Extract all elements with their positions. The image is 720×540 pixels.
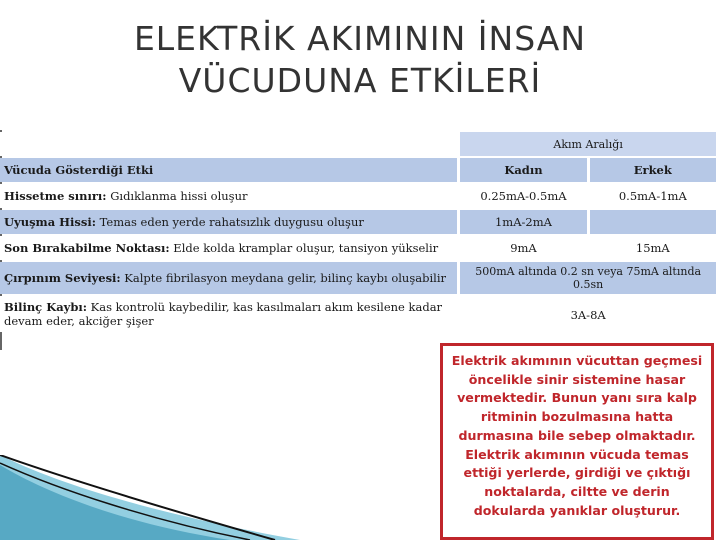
male-value: 15mA (590, 236, 716, 260)
header-blank-cell (0, 132, 457, 156)
effect-cell (0, 262, 457, 294)
female-value: 9mA (460, 236, 586, 260)
slide-title (0, 18, 720, 102)
male-value: 0.5mA-1mA (590, 184, 716, 208)
merged-value: 500mA altında 0.2 sn veya 75mA altında 0.5sn (460, 262, 716, 294)
female-column-header: Kadın (460, 158, 586, 182)
effect-cell (0, 236, 457, 260)
title-line-2: VÜCUDUNA ETKİLERİ (178, 61, 542, 100)
effect-name: Çırpınım Seviyesi: (4, 271, 121, 285)
table-row (0, 296, 716, 332)
title-line-1: ELEKTRİK AKIMININ İNSAN (133, 19, 587, 58)
male-value (590, 210, 716, 234)
effect-name: Uyuşma Hissi: (4, 215, 96, 229)
current-effects-table (0, 130, 720, 334)
effect-description: Elde kolda kramplar oluşur, tansiyon yükselir (169, 241, 439, 255)
effect-cell (0, 296, 457, 332)
effect-name: Son Bırakabilme Noktası: (4, 241, 170, 255)
table-row (0, 236, 716, 260)
decorative-wave-graphic (0, 455, 300, 540)
male-column-header: Erkek (590, 158, 716, 182)
table-row (0, 262, 716, 294)
info-callout-box (440, 343, 714, 540)
effect-cell (0, 210, 457, 234)
effect-cell (0, 184, 457, 208)
female-value: 1mA-2mA (460, 210, 586, 234)
effect-description: Temas eden yerde rahatsızlık duygusu oluşur (95, 215, 364, 229)
effect-description: Kas kontrolü kaybedilir, kas kasılmaları akım kesilene kadar devam eder, akciğer şişer (4, 300, 443, 328)
current-range-header: Akım Aralığı (460, 132, 716, 156)
effect-column-header: Vücuda Gösterdiği Etki (0, 158, 457, 182)
effect-name: Hissetme sınırı: (4, 189, 107, 203)
female-value: 0.25mA-0.5mA (460, 184, 586, 208)
effect-description: Kalpte fibrilasyon meydana gelir, bilinç kaybı oluşabilir (120, 271, 446, 285)
effect-description: Gıdıklanma hissi oluşur (106, 189, 248, 203)
effect-name: Bilinç Kaybı: (4, 300, 87, 314)
merged-value: 3A-8A (460, 296, 716, 332)
callout-text: Elektrik akımının vücuttan geçmesi öncelikle sinir sistemine hasar vermektedir. Bunun yanı sıra kalp ritminin bozulmasına hatta durmasına bile sebep olmaktadır. Elektrik akımının vücuda temas ettiği yerlerde, girdiği ve çıktığı noktalarda, ciltte ve derin dokularda yanıklar oluşturur. (451, 353, 703, 518)
table-row (0, 184, 716, 208)
table-row (0, 210, 716, 234)
